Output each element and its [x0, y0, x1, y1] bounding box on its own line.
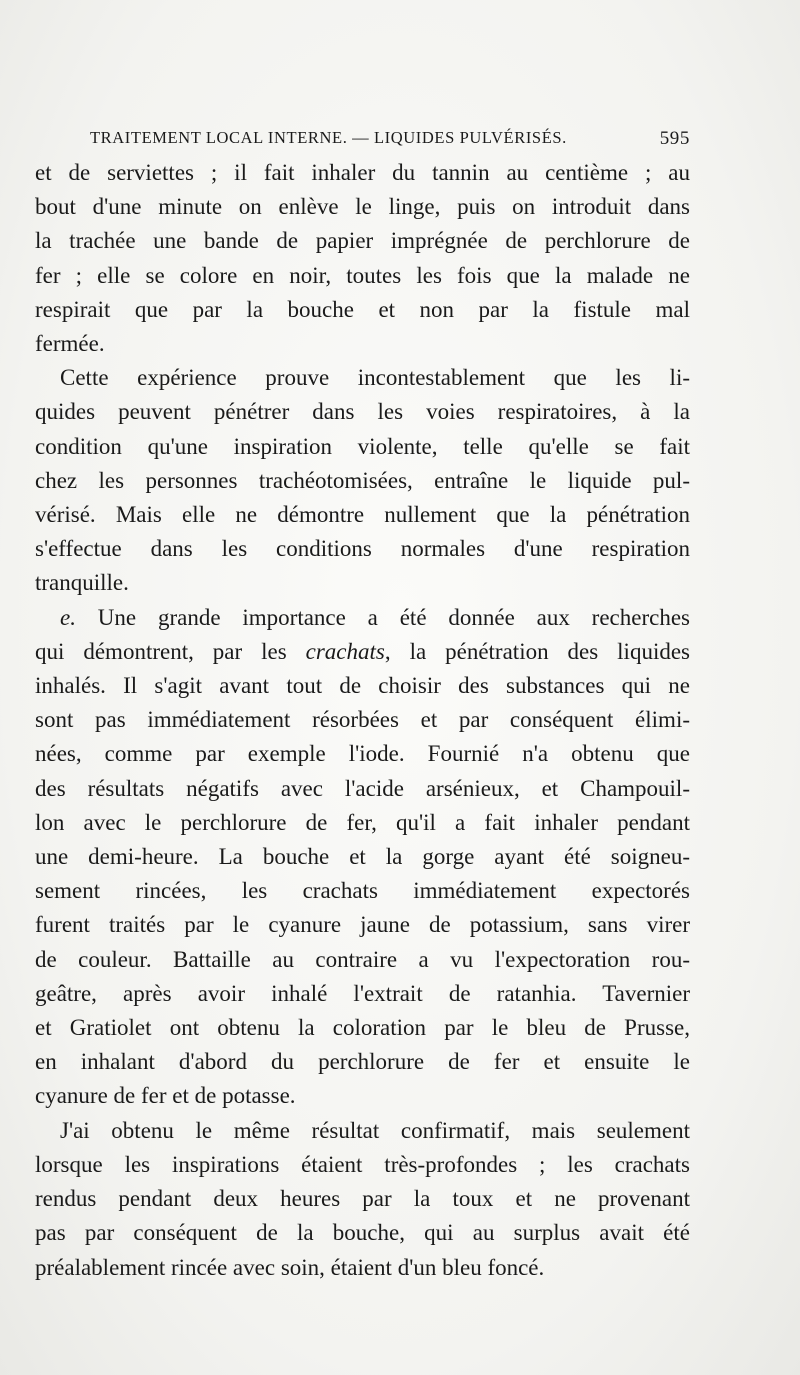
text-line: quides peuvent pénétrer dans les voies respiratoires, à la	[35, 399, 690, 425]
running-head	[90, 122, 690, 152]
page-number: 595	[659, 128, 690, 149]
text-line: et de serviettes ; il fait inhaler du tannin au centième ; au	[35, 160, 690, 185]
paragraph-3	[35, 601, 690, 1114]
text-line: rendus pendant deux heures par la toux et ne provenant	[35, 1186, 690, 1212]
text-line: tranquille.	[35, 570, 129, 596]
enum-label: e.	[60, 604, 76, 630]
text-line: bout d'une minute on enlève le linge, puis on introduit dans	[35, 194, 690, 220]
italic-term: crachats	[305, 638, 385, 664]
text-line: fermée.	[35, 331, 105, 357]
text-line: en inhalant d'abord du perchlorure de fer et ensuite le	[35, 1049, 690, 1075]
text-span: Une grande importance a été donnée aux recherches	[75, 604, 690, 630]
text-span: , la pénétration des liquides	[384, 638, 690, 664]
text-line: sement rincées, les crachats immédiatement expectorés	[35, 878, 690, 904]
text-line	[35, 601, 690, 635]
text-line: lon avec le perchlorure de fer, qu'il a fait inhaler pendant	[35, 809, 690, 835]
paragraph-2	[35, 361, 690, 600]
text-line: chez les personnes trachéotomisées, entraîne le liquide pul-	[35, 467, 690, 493]
text-span: qui démontrent, par les	[35, 638, 306, 664]
text-line: la trachée une bande de papier imprégnée de perchlorure de	[35, 228, 690, 254]
text-line: une demi-heure. La bouche et la gorge ayant été soigneu-	[35, 844, 690, 870]
text-line: condition qu'une inspiration violente, telle qu'elle se fait	[35, 433, 690, 459]
text-line: J'ai obtenu le même résultat confirmatif, mais seulement	[60, 1117, 690, 1143]
text-line: fer ; elle se colore en noir, toutes les fois que la malade ne	[35, 262, 690, 288]
text-line: de couleur. Battaille au contraire a vu l'expectoration rou-	[35, 946, 690, 972]
text-line	[35, 635, 690, 669]
text-line: vérisé. Mais elle ne démontre nullement que la pénétration	[35, 502, 690, 528]
text-line: et Gratiolet ont obtenu la coloration par le bleu de Prusse,	[35, 1015, 690, 1041]
text-line: furent traités par le cyanure jaune de potassium, sans virer	[35, 912, 690, 938]
text-line: nées, comme par exemple l'iode. Fournié n'a obtenu que	[35, 741, 690, 767]
text-line: geâtre, après avoir inhalé l'extrait de ratanhia. Tavernier	[35, 980, 690, 1006]
text-line: lorsque les inspirations étaient très-profondes ; les crachats	[35, 1151, 690, 1177]
text-line: pas par conséquent de la bouche, qui au surplus avait été	[35, 1220, 690, 1246]
text-line: s'effectue dans les conditions normales d'une respiration	[35, 536, 690, 562]
text-line: sont pas immédiatement résorbées et par conséquent élimi-	[35, 707, 690, 733]
running-title: TRAITEMENT LOCAL INTERNE. — LIQUIDES PULVÉRISÉS.	[90, 128, 567, 147]
text-line: respirait que par la bouche et non par la fistule mal	[35, 296, 690, 322]
text-line: des résultats négatifs avec l'acide arsénieux, et Champouil-	[35, 775, 690, 801]
text-line: Cette expérience prouve incontestablement que les li-	[60, 365, 690, 391]
paragraph-1	[35, 156, 690, 361]
text-line: préalablement rincée avec soin, étaient d'un bleu foncé.	[35, 1254, 545, 1280]
paragraph-4	[35, 1114, 690, 1285]
text-line: inhalés. Il s'agit avant tout de choisir des substances qui ne	[35, 673, 690, 699]
body-text	[35, 156, 690, 1285]
text-line: cyanure de fer et de potasse.	[35, 1083, 296, 1109]
